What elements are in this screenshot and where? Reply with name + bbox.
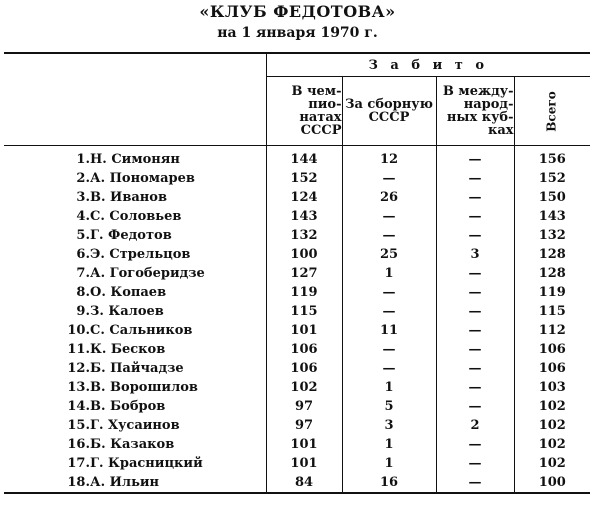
header-blank-cell bbox=[4, 53, 266, 146]
row-number: 1. bbox=[76, 152, 90, 167]
player-name: К. Бесков bbox=[90, 342, 166, 357]
goals-international-cups: 2 bbox=[436, 416, 514, 435]
goals-total: 143 bbox=[514, 207, 590, 226]
goals-national-team: — bbox=[342, 340, 436, 359]
goals-international-cups: — bbox=[436, 359, 514, 378]
table-row bbox=[4, 473, 590, 493]
goals-total: 100 bbox=[514, 473, 590, 493]
table-row bbox=[4, 169, 590, 188]
goals-total: 150 bbox=[514, 188, 590, 207]
goals-championships: 106 bbox=[266, 359, 342, 378]
goals-international-cups: — bbox=[436, 321, 514, 340]
goals-national-team: — bbox=[342, 359, 436, 378]
goals-total: 156 bbox=[514, 146, 590, 170]
goals-international-cups: — bbox=[436, 340, 514, 359]
goals-national-team: 1 bbox=[342, 264, 436, 283]
player-name: А. Пономарев bbox=[90, 171, 195, 186]
header-total bbox=[514, 77, 590, 146]
goals-national-team: 26 bbox=[342, 188, 436, 207]
row-number: 12. bbox=[67, 361, 90, 376]
goals-international-cups: — bbox=[436, 302, 514, 321]
header-national-team-line: За сборную bbox=[345, 97, 433, 112]
row-number: 15. bbox=[67, 418, 90, 433]
goals-total: 102 bbox=[514, 454, 590, 473]
table-row bbox=[4, 416, 590, 435]
page-subtitle: на 1 января 1970 г. bbox=[217, 25, 378, 41]
table-row bbox=[4, 207, 590, 226]
goals-championships: 127 bbox=[266, 264, 342, 283]
goals-international-cups: — bbox=[436, 397, 514, 416]
goals-championships: 97 bbox=[266, 397, 342, 416]
goals-international-cups: — bbox=[436, 226, 514, 245]
goals-total: 112 bbox=[514, 321, 590, 340]
goals-national-team: 3 bbox=[342, 416, 436, 435]
goals-total: 106 bbox=[514, 340, 590, 359]
table-row bbox=[4, 340, 590, 359]
goals-national-team: 5 bbox=[342, 397, 436, 416]
player-name: А. Гогоберидзе bbox=[90, 266, 205, 281]
player-name: Б. Казаков bbox=[90, 437, 175, 452]
row-number: 7. bbox=[76, 266, 90, 281]
goals-national-team: 1 bbox=[342, 378, 436, 397]
table-row bbox=[4, 146, 590, 170]
goals-championships: 101 bbox=[266, 321, 342, 340]
table-body bbox=[4, 146, 590, 494]
header-cups-line: ных куб- bbox=[446, 110, 514, 125]
header-cups-line: ках bbox=[487, 123, 514, 138]
row-number: 16. bbox=[67, 437, 90, 452]
goals-international-cups: — bbox=[436, 283, 514, 302]
goals-championships: 101 bbox=[266, 435, 342, 454]
goals-total: 102 bbox=[514, 397, 590, 416]
player-name: Б. Пайчадзе bbox=[90, 361, 184, 376]
header-championships-line: В чем- bbox=[291, 84, 342, 99]
goals-national-team: — bbox=[342, 302, 436, 321]
table-header bbox=[4, 53, 590, 146]
table-row bbox=[4, 283, 590, 302]
table-row bbox=[4, 359, 590, 378]
row-number: 8. bbox=[76, 285, 90, 300]
header-championships-line: пио- bbox=[308, 97, 342, 112]
row-number: 6. bbox=[76, 247, 90, 262]
goals-national-team: 1 bbox=[342, 454, 436, 473]
goals-total: 102 bbox=[514, 416, 590, 435]
player-name: Г. Хусаинов bbox=[90, 418, 180, 433]
goals-national-team: 12 bbox=[342, 146, 436, 170]
goals-championships: 119 bbox=[266, 283, 342, 302]
goals-total: 128 bbox=[514, 245, 590, 264]
goals-national-team: 25 bbox=[342, 245, 436, 264]
goals-national-team: 1 bbox=[342, 435, 436, 454]
goals-international-cups: — bbox=[436, 378, 514, 397]
goals-championships: 152 bbox=[266, 169, 342, 188]
goals-national-team: — bbox=[342, 169, 436, 188]
goals-total: 106 bbox=[514, 359, 590, 378]
goals-total: 102 bbox=[514, 435, 590, 454]
goals-championships: 97 bbox=[266, 416, 342, 435]
goals-national-team: — bbox=[342, 226, 436, 245]
header-international-cups bbox=[436, 77, 514, 146]
goals-championships: 143 bbox=[266, 207, 342, 226]
header-total-label: Всего bbox=[544, 90, 559, 132]
table-row bbox=[4, 454, 590, 473]
header-cups-line: В между- bbox=[442, 84, 514, 99]
player-name: А. Ильин bbox=[90, 475, 160, 490]
player-name: С. Соловьев bbox=[90, 209, 182, 224]
table-row bbox=[4, 302, 590, 321]
header-national-team-line: СССР bbox=[368, 110, 410, 125]
goals-championships: 101 bbox=[266, 454, 342, 473]
table-row bbox=[4, 245, 590, 264]
page-title: «КЛУБ ФЕДОТОВА» bbox=[199, 2, 396, 21]
goals-international-cups: — bbox=[436, 454, 514, 473]
goals-championships: 132 bbox=[266, 226, 342, 245]
goals-international-cups: — bbox=[436, 146, 514, 170]
goals-international-cups: — bbox=[436, 188, 514, 207]
table-row bbox=[4, 226, 590, 245]
row-number: 13. bbox=[67, 380, 90, 395]
header-cups-line: народ- bbox=[463, 97, 514, 112]
table-row bbox=[4, 397, 590, 416]
goals-championships: 84 bbox=[266, 473, 342, 493]
header-championships-line: натах bbox=[299, 110, 342, 125]
player-name: Г. Красницкий bbox=[90, 456, 203, 471]
goals-national-team: — bbox=[342, 207, 436, 226]
player-name: В. Ворошилов bbox=[90, 380, 198, 395]
goals-international-cups: 3 bbox=[436, 245, 514, 264]
goals-total: 132 bbox=[514, 226, 590, 245]
header-national-team bbox=[342, 77, 436, 146]
player-name: З. Калоев bbox=[90, 304, 164, 319]
header-scored: З а б и т о bbox=[266, 53, 590, 77]
row-number: 5. bbox=[76, 228, 90, 243]
goals-international-cups: — bbox=[436, 169, 514, 188]
player-name: Э. Стрельцов bbox=[90, 247, 191, 262]
goals-international-cups: — bbox=[436, 264, 514, 283]
header-championships-line: СССР bbox=[300, 123, 342, 138]
goals-national-team: — bbox=[342, 283, 436, 302]
player-name: Г. Федотов bbox=[90, 228, 172, 243]
goals-championships: 144 bbox=[266, 146, 342, 170]
player-name: С. Сальников bbox=[90, 323, 193, 338]
goals-championships: 106 bbox=[266, 340, 342, 359]
row-number: 14. bbox=[67, 399, 90, 414]
row-number: 10. bbox=[67, 323, 90, 338]
table-row bbox=[4, 378, 590, 397]
table-row bbox=[4, 264, 590, 283]
row-number: 9. bbox=[76, 304, 90, 319]
goals-championships: 124 bbox=[266, 188, 342, 207]
goals-national-team: 16 bbox=[342, 473, 436, 493]
goals-international-cups: — bbox=[436, 435, 514, 454]
player-name: В. Иванов bbox=[90, 190, 167, 205]
player-name: Н. Симонян bbox=[90, 152, 180, 167]
header-championships bbox=[266, 77, 342, 146]
table-row bbox=[4, 188, 590, 207]
table-row bbox=[4, 321, 590, 340]
row-number: 18. bbox=[67, 475, 90, 490]
goals-total: 119 bbox=[514, 283, 590, 302]
scorers-table bbox=[4, 52, 590, 494]
goals-championships: 100 bbox=[266, 245, 342, 264]
row-number: 4. bbox=[76, 209, 90, 224]
goals-championships: 115 bbox=[266, 302, 342, 321]
goals-total: 115 bbox=[514, 302, 590, 321]
goals-total: 103 bbox=[514, 378, 590, 397]
goals-national-team: 11 bbox=[342, 321, 436, 340]
goals-total: 128 bbox=[514, 264, 590, 283]
goals-international-cups: — bbox=[436, 473, 514, 493]
row-number: 11. bbox=[67, 342, 90, 357]
player-name: В. Бобров bbox=[90, 399, 166, 414]
row-number: 3. bbox=[76, 190, 90, 205]
row-number: 17. bbox=[67, 456, 90, 471]
goals-total: 152 bbox=[514, 169, 590, 188]
table-row bbox=[4, 435, 590, 454]
goals-championships: 102 bbox=[266, 378, 342, 397]
player-name: О. Копаев bbox=[90, 285, 167, 300]
row-number: 2. bbox=[76, 171, 90, 186]
goals-international-cups: — bbox=[436, 207, 514, 226]
